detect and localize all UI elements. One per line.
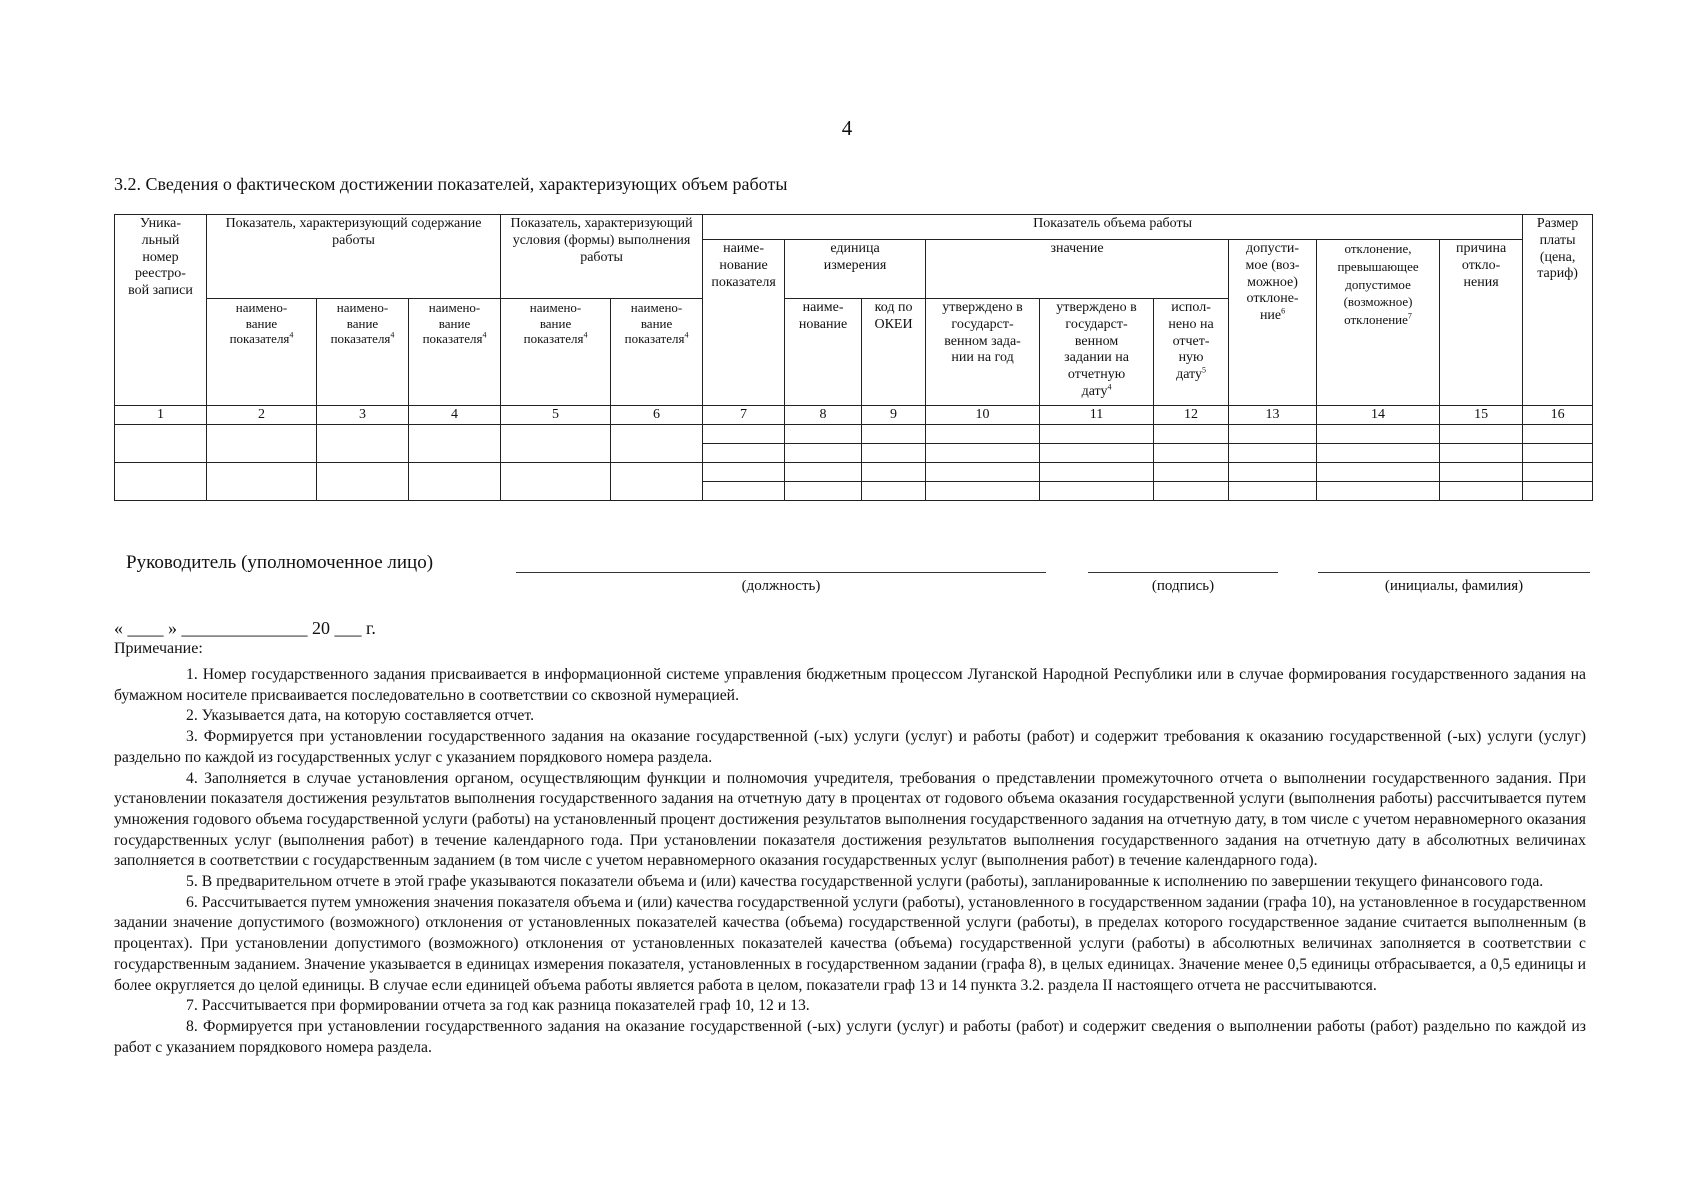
footnote-4: 4 — [1107, 382, 1112, 392]
section-title: 3.2. Сведения о фактическом достижении показателей, характеризующих объем работы — [114, 174, 788, 194]
table-cell[interactable] — [1440, 425, 1523, 444]
signature-block — [0, 548, 1694, 608]
note-item: 1. Номер государственного задания присваивается в информационной системе управления бюджетным процессом Луганской Народной Республики или в случае формирования государственного задания на бумажном носителе присваивается последовательно в соответствии со сквозной нумерацией. — [114, 666, 1586, 704]
notes-title: Примечание: — [114, 640, 203, 657]
subheader-approved-date: утверждено в государст- венном задании на отчетную дату — [1056, 300, 1137, 399]
footnote-4: 4 — [390, 330, 395, 340]
table-cell[interactable] — [1229, 463, 1317, 482]
header-conditions-indicator: Показатель, характеризующий условия (формы) выполнения работы — [510, 216, 693, 265]
signature-caption: (подпись) — [1151, 578, 1215, 594]
table-cell[interactable] — [862, 463, 926, 482]
table-cell[interactable] — [611, 463, 703, 501]
table-cell[interactable] — [785, 463, 862, 482]
header-indicator-name: наиме- нование показателя — [711, 241, 776, 290]
column-number: 5 — [501, 406, 611, 425]
table-cell[interactable] — [1040, 444, 1154, 463]
note-item: 6. Рассчитывается путем умножения значения показателя объема и (или) качества государственной услуги (работы), установленного в государственном задании (графа 10), на установленное в государственном задании значение допустимого (возможного) отклонения от установленных показателей качества (объема) государственной услуги (работы), в пределах которого государственное задание считается выполненным (в процентах). При установлении допустимого (возможного) отклонения от установленных показателей качества (объема) государственной услуги (работы) в абсолютных величинах заполняется в соответствии с государственным заданием. Значение указывается в единицах измерения показателя, установленных в государственном задании (графа 8), в целых единицах. Значение менее 0,5 единицы отбрасывается, а 0,5 единицы и более округляется до целой единицы. В случае если единицей объема работы является работа в целом, показатели граф 13 и 14 пункта 3.2. раздела II настоящего отчета не рассчитываются. — [114, 893, 1586, 994]
table-cell[interactable] — [1440, 444, 1523, 463]
header-deviation-reason: причина откло- нения — [1455, 241, 1507, 290]
table-cell[interactable] — [1317, 463, 1440, 482]
position-caption: (должность) — [741, 578, 821, 594]
footnote-5: 5 — [1202, 365, 1206, 375]
table-cell[interactable] — [1523, 463, 1593, 482]
header-allowed-deviation: допусти- мое (воз- можное) отклоне- ние — [1245, 241, 1300, 324]
table-cell[interactable] — [1229, 444, 1317, 463]
column-number: 4 — [409, 406, 501, 425]
header-unit: единица измерения — [823, 241, 887, 273]
column-number: 12 — [1154, 406, 1229, 425]
subheader-executed: испол- нено на отчет- ную дату — [1168, 300, 1214, 383]
note-item: 5. В предварительном отчете в этой графе указываются показатели объема и (или) качества государственной услуги (работы), запланированные к исполнению по завершении текущего финансового года. — [186, 873, 1544, 891]
table-cell[interactable] — [785, 425, 862, 444]
note-item: 3. Формируется при установлении государственного задания на оказание государственной (-ых) услуги (услуг) и работы (работ) и содержит требования к оказанию государственной (-ых) услуги (услуг) раздельно по каждой из государственных услуг с указанием порядкового номера раздела. — [114, 728, 1586, 766]
column-number: 8 — [785, 406, 862, 425]
header-exceeding-deviation: отклонение, превышающее допустимое (возможное) отклонение — [1337, 241, 1419, 328]
column-number: 1 — [115, 406, 207, 425]
column-number: 9 — [862, 406, 926, 425]
table-cell[interactable] — [926, 463, 1040, 482]
table-cell[interactable] — [785, 482, 862, 501]
table-cell[interactable] — [926, 482, 1040, 501]
table-cell[interactable] — [1040, 463, 1154, 482]
header-value: значение — [1050, 241, 1104, 256]
table-cell[interactable] — [1154, 482, 1229, 501]
note-item: 8. Формируется при установлении государственного задания на оказание государственной (-ых) услуги (услуг) и работы (работ) и содержит сведения о выполнении работы (работ) раздельно по каждой из работ с указанием порядкового номера раздела. — [114, 1017, 1586, 1056]
column-number: 10 — [926, 406, 1040, 425]
column-number: 11 — [1040, 406, 1154, 425]
table-cell[interactable] — [317, 463, 409, 501]
footnote-4: 4 — [289, 330, 294, 340]
table-cell[interactable] — [1317, 444, 1440, 463]
table-cell[interactable] — [862, 482, 926, 501]
table-cell[interactable] — [1229, 425, 1317, 444]
table-cell[interactable] — [1440, 482, 1523, 501]
table-row — [115, 463, 1593, 482]
table-cell[interactable] — [703, 482, 785, 501]
table-row — [115, 425, 1593, 444]
column-number: 14 — [1317, 406, 1440, 425]
footnote-7: 7 — [1407, 311, 1412, 321]
table-cell[interactable] — [785, 444, 862, 463]
table-cell[interactable] — [1040, 482, 1154, 501]
table-cell[interactable] — [926, 425, 1040, 444]
footnote-4: 4 — [684, 330, 689, 340]
table-cell[interactable] — [703, 463, 785, 482]
subheader-indicator-name-3: наимено- вание показателя — [330, 300, 391, 347]
header-payment: Размер платы (цена, тариф) — [1536, 216, 1579, 282]
table-cell[interactable] — [409, 463, 501, 501]
column-number: 6 — [611, 406, 703, 425]
page-number: 4 — [841, 116, 853, 140]
table-cell[interactable] — [1154, 444, 1229, 463]
table-cell[interactable] — [703, 444, 785, 463]
table-cell[interactable] — [115, 463, 207, 501]
table-cell[interactable] — [317, 425, 409, 463]
position-field[interactable] — [516, 572, 1046, 573]
table-cell[interactable] — [501, 425, 611, 463]
notes-list — [114, 665, 1586, 1058]
table-cell[interactable] — [1317, 425, 1440, 444]
table-cell[interactable] — [1040, 425, 1154, 444]
signature-label: Руководитель (уполномоченное лицо) — [126, 552, 434, 573]
volume-indicators-table — [114, 214, 1593, 501]
subheader-indicator-name-2: наимено- вание показателя — [229, 300, 290, 347]
footnote-4: 4 — [482, 330, 487, 340]
column-number: 2 — [207, 406, 317, 425]
table-cell[interactable] — [1523, 444, 1593, 463]
table-cell[interactable] — [862, 425, 926, 444]
table-cell[interactable] — [611, 425, 703, 463]
column-number: 16 — [1523, 406, 1593, 425]
table-cell[interactable] — [1523, 425, 1593, 444]
column-number: 13 — [1229, 406, 1317, 425]
table-cell[interactable] — [703, 425, 785, 444]
table-cell[interactable] — [207, 425, 317, 463]
footnote-4: 4 — [583, 330, 588, 340]
table-cell[interactable] — [1523, 482, 1593, 501]
note-item: 4. Заполняется в случае установления органом, осуществляющим функции и полномочия учредителя, требования о представлении промежуточного отчета о выполнении государственного задания. При установлении показателя достижения результатов выполнения государственного задания на отчетную дату в процентах от годового объема оказания государственной услуги (выполнения работы) рассчитывается путем умножения годового объема государственной услуги (работы) на установленный процент достижения результатов выполнения государственного задания на отчетную дату, в том числе с учетом неравномерного оказания государственных услуг (выполнения работ) в течение календарного года. При установлении показателя достижения результатов выполнения государственного задания на отчетную дату в абсолютных величинах заполняется в соответствии с государственным заданием (в том числе с учетом неравномерного оказания государственных услуг (выполнения работ) в течение календарного года). — [114, 769, 1586, 870]
table-cell[interactable] — [409, 425, 501, 463]
column-numbers-row — [115, 406, 1593, 425]
subheader-indicator-name-6: наимено- вание показателя — [624, 300, 685, 347]
subheader-approved-year: утверждено в государст- венном зада- нии на год — [942, 300, 1023, 366]
date-line: « ____ » ______________ 20 ___ г. — [114, 618, 376, 638]
table-cell[interactable] — [926, 444, 1040, 463]
note-item: 2. Указывается дата, на которую составляется отчет. — [186, 707, 534, 725]
table-cell[interactable] — [1229, 482, 1317, 501]
header-volume-indicator: Показатель объема работы — [1033, 216, 1193, 231]
name-field[interactable] — [1318, 572, 1590, 573]
footnote-6: 6 — [1281, 306, 1286, 316]
subheader-indicator-name-5: наимено- вание показателя — [523, 300, 584, 347]
table-cell[interactable] — [1440, 463, 1523, 482]
header-content-indicator: Показатель, характеризующий содержание работы — [225, 216, 482, 248]
table-cell[interactable] — [1154, 463, 1229, 482]
subheader-okei-code: код по ОКЕИ — [874, 300, 913, 332]
note-item: 7. Рассчитывается при формировании отчета за год как разница показателей граф 10, 12 и 13. — [186, 997, 810, 1015]
table-cell[interactable] — [1317, 482, 1440, 501]
header-unique-number: Уника- льный номер реестро- вой записи — [128, 216, 193, 299]
signature-field[interactable] — [1088, 572, 1278, 573]
table-cell[interactable] — [207, 463, 317, 501]
subheader-indicator-name-4: наимено- вание показателя — [422, 300, 483, 347]
subheader-unit-name: наиме- нование — [798, 300, 848, 332]
table-cell[interactable] — [115, 425, 207, 463]
column-number: 3 — [317, 406, 409, 425]
name-caption: (инициалы, фамилия) — [1384, 578, 1524, 594]
table-cell[interactable] — [1154, 425, 1229, 444]
column-number: 15 — [1440, 406, 1523, 425]
column-number: 7 — [703, 406, 785, 425]
table-cell[interactable] — [501, 463, 611, 501]
table-cell[interactable] — [862, 444, 926, 463]
